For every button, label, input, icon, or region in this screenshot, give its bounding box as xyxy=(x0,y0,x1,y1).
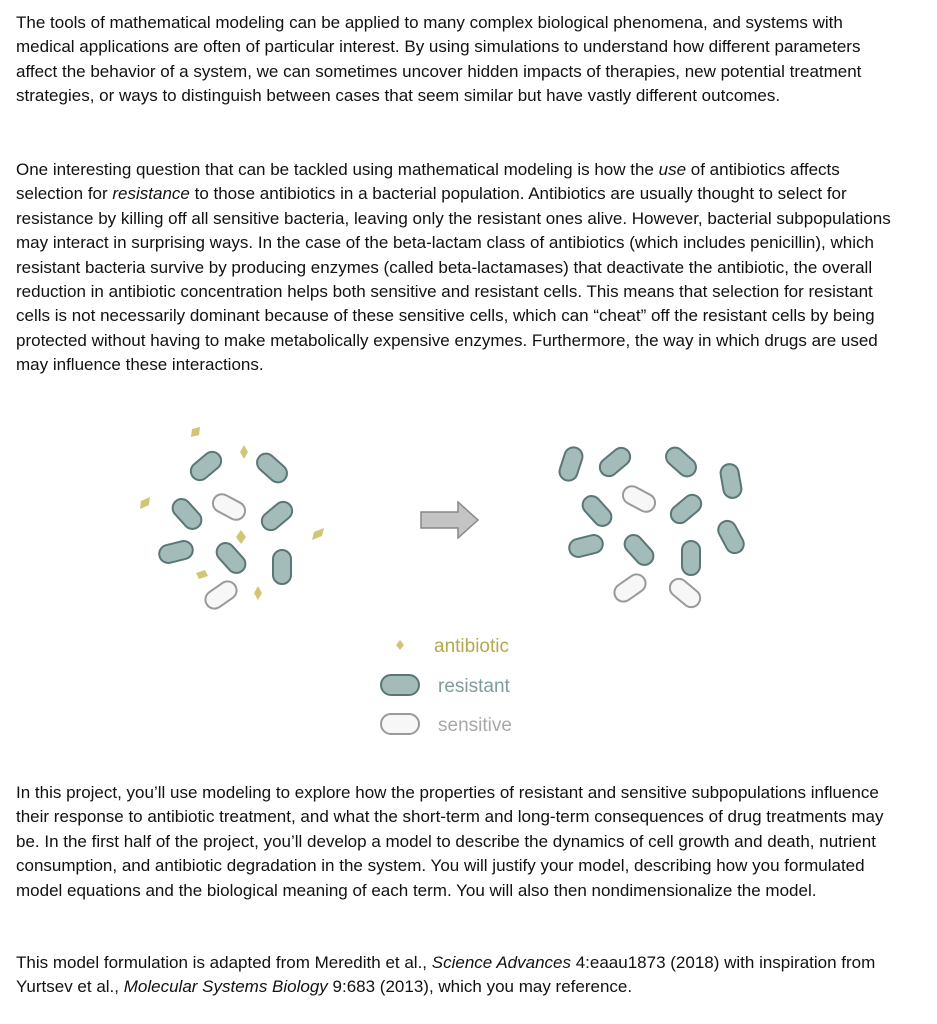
resistant-cell xyxy=(662,444,699,480)
emphasis-use: use xyxy=(658,160,687,179)
cells-left xyxy=(157,448,295,612)
antibiotic-particle xyxy=(236,530,246,544)
resistant-cell xyxy=(579,492,615,529)
resistant-cell xyxy=(719,463,743,500)
antibiotic-particle xyxy=(254,586,262,600)
antibiotic-particle xyxy=(196,570,208,579)
resistant-cell xyxy=(667,491,705,527)
cells-right xyxy=(557,444,747,611)
text-run: to those antibiotics in a bacterial population. Antibiotics are usually thought to select for resistance by killing off all sensitive bacteria, leaving only the resistant ones alive. However, bacterial subpopulations may interact in surprising ways. In the case of the beta-lactam class of antibiotics (which includes penicillin), which resistant bacteria survive by producing enzymes (called beta-lactamases) that deactivate the antibiotic, the overall reduction in antibiotic concentration helps both sensitive and resistant cells. This means that selection for resistant cells is not necessarily dominant because of these sensitive cells, which can “cheat” off the resistant cells by being protected without having to make metabolically expensive enzymes. Furthermore, the way in which drugs are used may influence these interactions. xyxy=(16,184,891,375)
resistant-cell xyxy=(157,539,194,565)
resistant-cell xyxy=(682,541,700,575)
resistant-cell xyxy=(253,450,290,486)
resistant-cell xyxy=(273,550,291,584)
legend-antibiotic-label: antibiotic xyxy=(434,636,509,657)
intro-paragraph: The tools of mathematical modeling can be applied to many complex biological phenomena, and systems with medical applications are often of particular interest. By using simulations to understand how different parameters affect the behavior of a system, we can sometimes uncover hidden impacts of therapies, new potential treatment strategies, or ways to distinguish between cases that seem similar but have vastly different outcomes. xyxy=(16,13,862,106)
reference-paragraph xyxy=(16,951,896,1000)
resistant-cell xyxy=(715,518,747,556)
text-run: One interesting question that can be tackled using mathematical modeling is how the xyxy=(16,160,659,179)
text-run: 9:683 (2013), which you may reference. xyxy=(327,977,633,997)
sensitive-cell xyxy=(666,575,704,611)
resistant-cell xyxy=(557,445,585,483)
resistant-cell xyxy=(187,448,225,484)
sensitive-cell xyxy=(611,571,649,605)
legend-resistant-label: resistant xyxy=(438,676,510,697)
journal-science-advances: Science Advances xyxy=(431,953,571,972)
sensitive-cell xyxy=(620,483,658,515)
antibiotic-particle xyxy=(140,497,150,509)
resistant-legend-icon xyxy=(381,675,419,695)
text-run: This model formulation is adapted from Meredith et al., xyxy=(16,953,432,972)
resistance-paragraph xyxy=(16,158,896,378)
project-paragraph: In this project, you’ll use modeling to explore how the properties of resistant and sensitive subpopulations influence their response to antibiotic treatment, and what the short-term and long-term consequences of drug treatments may be. In the first half of the project, you’ll develop a model to describe the dynamics of cell growth and death, nutrient consumption, and antibiotic degradation in the system. You will justify your model, describing how you formulated model equations and the biological meaning of each term. You will also then nondimensionalize the model. xyxy=(16,783,884,900)
resistant-cell xyxy=(169,495,205,532)
bacteria-figure xyxy=(0,410,937,750)
antibiotic-particle xyxy=(312,528,324,540)
emphasis-resistance: resistance xyxy=(112,184,190,204)
resistant-cell xyxy=(258,498,296,534)
arrow-icon xyxy=(421,502,478,538)
resistant-cell xyxy=(621,531,657,568)
sensitive-legend-icon xyxy=(381,714,419,734)
antibiotic-particle xyxy=(191,427,200,437)
text-run: 4:eaau1873 (2018) with inspiration from Yurtsev et al., xyxy=(16,953,876,997)
text-run: of antibiotics affects selection for xyxy=(16,160,840,204)
antibiotic-legend-icon xyxy=(396,640,404,650)
legend-sensitive-label: sensitive xyxy=(438,715,512,736)
journal-molecular-systems-biology: Molecular Systems Biology xyxy=(123,977,328,997)
resistant-cell xyxy=(596,444,634,480)
sensitive-cell xyxy=(202,578,240,612)
sensitive-cell xyxy=(210,491,248,523)
antibiotic-particle xyxy=(240,445,248,459)
legend xyxy=(381,636,512,736)
resistant-cell xyxy=(567,533,604,559)
resistant-cell xyxy=(213,539,249,576)
